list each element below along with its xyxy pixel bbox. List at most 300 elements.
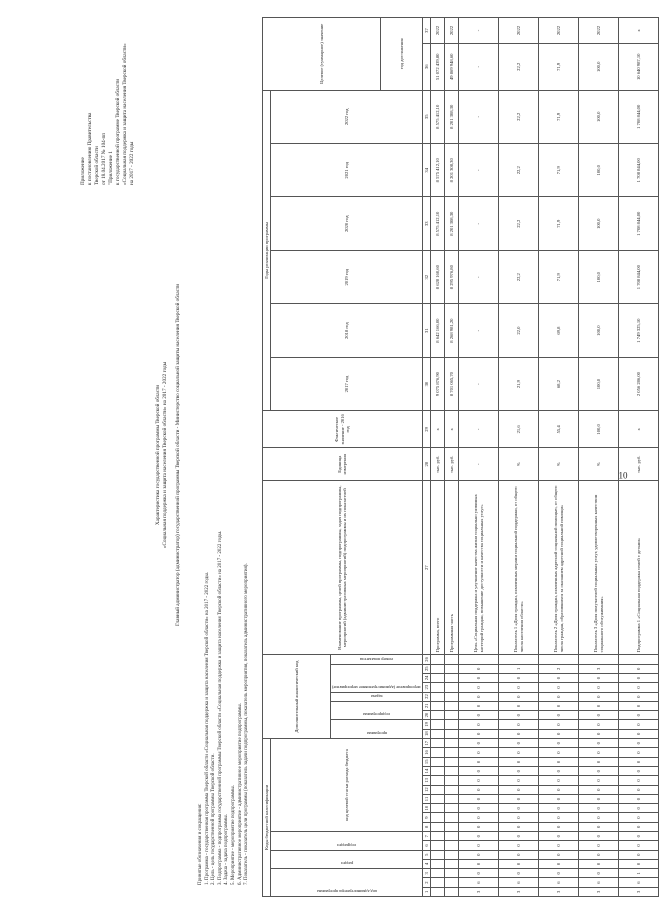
code-cell (445, 683, 459, 692)
code-cell: 0 (499, 738, 539, 748)
code-cell: 0 (459, 832, 499, 841)
classifier-header: Дополнительный аналитический код (263, 655, 331, 739)
title-line: Характеристика государственной программы Тверской области (155, 384, 161, 526)
years-group-header: Годы реализации программы (263, 90, 271, 411)
code-cell (431, 822, 445, 831)
note-line: Принятые обозначения и сокращения: (198, 803, 203, 885)
row-target: - (459, 44, 499, 90)
column-number-cell: 26 (422, 655, 430, 664)
unit-header: Единица измерения (263, 448, 423, 481)
target-article-header: код целевой статьи расхода бюджета (271, 738, 422, 831)
code-cell: 0 (539, 785, 579, 794)
appendix-line: к государственной программе Тверской области (115, 78, 121, 185)
column-number-cell: 27 (422, 481, 430, 655)
code-cell: 0 (579, 720, 619, 729)
row-fact: - (459, 411, 499, 448)
code-cell (431, 767, 445, 776)
row-year-value: - (459, 250, 499, 303)
code-cell: 0 (579, 748, 619, 757)
code-cell (431, 738, 445, 748)
row-year-value: 1 749 325,10 (619, 304, 659, 357)
row-unit: % (579, 448, 619, 481)
row-year-value: 22,2 (499, 250, 539, 303)
code-cell: 0 (459, 692, 499, 701)
row-year-value: 71,9 (539, 197, 579, 250)
code-cell: 0 (459, 776, 499, 785)
code-cell: 0 (499, 804, 539, 813)
code-cell: 0 (459, 813, 499, 822)
year-2018-header: 2018 год (271, 304, 422, 357)
year-2019-header: 2019 год (271, 250, 422, 303)
code-cell: 0 (539, 692, 579, 701)
appendix-line: Приложение (80, 157, 86, 185)
page-number: 10 (618, 470, 628, 481)
code-cell (431, 869, 445, 878)
code-cell (445, 655, 459, 664)
code-cell: 0 (539, 804, 579, 813)
code-cell: 0 (459, 748, 499, 757)
code-cell: 0 (459, 673, 499, 682)
code-cell: 0 (499, 757, 539, 766)
row-fact: 55,4 (539, 411, 579, 448)
code-cell: 3 (579, 887, 619, 896)
code-cell: 0 (579, 850, 619, 859)
document-titles (155, 125, 182, 785)
code-cell: 0 (579, 785, 619, 794)
code-cell: 0 (459, 794, 499, 803)
code-cell: 0 (619, 859, 659, 868)
row-year-value: 71,9 (539, 90, 579, 144)
code-cell (445, 832, 459, 841)
code-cell (431, 664, 445, 673)
indicator-number-header: номер показателя (331, 655, 422, 664)
row-year-value: 71,9 (539, 250, 579, 303)
code-cell: 0 (459, 720, 499, 729)
code-cell (431, 841, 445, 850)
code-cell: 6 (459, 878, 499, 887)
code-cell: 6 (579, 878, 619, 887)
row-year-value: - (459, 197, 499, 250)
row-target-year: 2022 (445, 18, 459, 44)
row-target: 100,0 (579, 44, 619, 90)
row-year-value: 1 708 844,00 (619, 90, 659, 144)
code-cell (431, 813, 445, 822)
column-number-cell: 5 (422, 850, 430, 859)
row-target-year: х (619, 18, 659, 44)
table-body (431, 18, 659, 897)
code-cell (431, 701, 445, 710)
code-cell (431, 729, 445, 738)
column-number-cell: 36 (422, 44, 430, 90)
appendix-line: к постановлению Правительства (87, 112, 93, 185)
column-number-cell: 3 (422, 869, 430, 878)
code-cell: 0 (459, 711, 499, 720)
code-cell: 0 (459, 859, 499, 868)
code-cell: 0 (539, 832, 579, 841)
code-cell: 0 (619, 711, 659, 720)
column-number-cell: 18 (422, 729, 430, 738)
code-cell (445, 748, 459, 757)
code-cell: 0 (459, 729, 499, 738)
code-cell: 0 (619, 720, 659, 729)
code-cell: 0 (539, 729, 579, 738)
row-year-value: - (459, 357, 499, 410)
code-cell: 0 (499, 785, 539, 794)
code-cell (431, 711, 445, 720)
row-name: Показатель 1 «Доля граждан, охваченных мерами социальной поддержки, от общего числа населения области» (499, 481, 539, 655)
year-2022-header: 2022 год (271, 90, 422, 144)
code-cell (445, 701, 459, 710)
row-name: Программа, всего (431, 481, 445, 655)
code-cell (445, 794, 459, 803)
row-year-value: - (459, 304, 499, 357)
column-number-cell: 13 (422, 776, 430, 785)
row-name: Показатель 3 «Доля получателей социальных услуг, удовлетворенных качеством социального обслуживания» (579, 481, 619, 655)
row-fact: х (445, 411, 459, 448)
code-cell: 0 (539, 813, 579, 822)
column-number-row (422, 18, 430, 897)
code-cell (445, 822, 459, 831)
code-cell: 0 (579, 776, 619, 785)
code-cell: 1 (619, 869, 659, 878)
code-cell: 0 (539, 738, 579, 748)
note-line: 5. Мероприятие - мероприятие подпрограммы. (230, 785, 236, 885)
code-cell: 0 (619, 841, 659, 850)
code-cell: 0 (459, 757, 499, 766)
row-target: 49 869 948,60 (445, 44, 459, 90)
column-number-cell: 29 (422, 411, 430, 448)
code-cell: 0 (579, 738, 619, 748)
code-cell: 0 (619, 664, 659, 673)
code-cell: 0 (499, 711, 539, 720)
row-year-value: 100,0 (579, 144, 619, 197)
code-cell: 0 (619, 785, 659, 794)
row-year-value: 71,9 (539, 144, 579, 197)
code-cell (499, 655, 539, 664)
name-header: Наименование программы, целей программы, подпрограммы, задач подпрограммы, мероприятий (административных мероприятий) подпрограммы и их показателей (263, 481, 423, 655)
row-year-value: 100,0 (579, 197, 619, 250)
code-cell: 0 (459, 841, 499, 850)
code-cell: 0 (579, 701, 619, 710)
row-target-year: 2022 (579, 18, 619, 44)
code-cell: 6 (619, 878, 659, 887)
code-cell (445, 738, 459, 748)
row-year-value: 22,2 (499, 90, 539, 144)
code-cell: 0 (499, 794, 539, 803)
code-cell: 0 (619, 673, 659, 682)
code-cell (445, 720, 459, 729)
code-cell: 0 (579, 794, 619, 803)
event-header: мероприятие (административное мероприятие) (331, 664, 422, 692)
row-year-value: 22,2 (499, 144, 539, 197)
appendix-line: на 2017 - 2022 годы (129, 141, 135, 185)
code-cell (431, 720, 445, 729)
code-cell (431, 832, 445, 841)
code-cell (431, 776, 445, 785)
row-year-value: 8 201 308,30 (445, 144, 459, 197)
code-cell: 2 (539, 664, 579, 673)
code-cell: 0 (499, 859, 539, 868)
column-number-cell: 30 (422, 357, 430, 410)
column-number-cell: 7 (422, 832, 430, 841)
code-cell (445, 692, 459, 701)
code-cell: 0 (539, 701, 579, 710)
code-cell: 0 (539, 757, 579, 766)
code-cell: 0 (499, 729, 539, 738)
code-cell: 0 (499, 701, 539, 710)
code-cell: 0 (539, 869, 579, 878)
code-cell (431, 804, 445, 813)
code-cell: 0 (539, 794, 579, 803)
razdel-header: раздел (271, 850, 422, 869)
code-cell: 3 (539, 887, 579, 896)
subprogram-header: подпрограмма (331, 701, 422, 720)
row-year-value: 8 575 412,10 (431, 144, 445, 197)
code-cell (431, 683, 445, 692)
row-target-year: 2022 (539, 18, 579, 44)
row-year-value: 8 268 981,20 (445, 304, 459, 357)
row-target: 10 640 987,10 (619, 44, 659, 90)
code-cell: 1 (499, 664, 539, 673)
code-cell: 0 (619, 729, 659, 738)
row-unit: % (499, 448, 539, 481)
row-year-value: 8 575 412,10 (431, 90, 445, 144)
code-cell: 0 (539, 822, 579, 831)
code-cell: 6 (499, 878, 539, 887)
code-cell: 0 (499, 767, 539, 776)
column-number-cell: 4 (422, 859, 430, 868)
code-cell: 3 (459, 887, 499, 896)
row-year-value: 1 708 844,00 (619, 144, 659, 197)
code-cell: 3 (499, 887, 539, 896)
code-cell (431, 859, 445, 868)
code-cell: 0 (579, 804, 619, 813)
code-cell (459, 655, 499, 664)
appendix-line: «Социальная поддержка и защита населения Тверской области» (122, 43, 128, 185)
code-cell: 0 (619, 692, 659, 701)
column-number-cell: 21 (422, 701, 430, 710)
row-year-value: - (459, 90, 499, 144)
row-year-value: 22,2 (499, 197, 539, 250)
column-number-cell: 9 (422, 813, 430, 822)
row-year-value: 8 642 166,00 (431, 304, 445, 357)
note-line: 2. Цель - цель государственной программы Тверской области. (211, 753, 217, 885)
code-cell: 0 (619, 850, 659, 859)
note-line: 3. Подпрограмма - подпрограмма государственной программы Тверской области «Социальная поддержка и защита населения Тверской области» на 2017 - 2022 годы. (217, 530, 223, 885)
code-cell: 0 (499, 692, 539, 701)
code-cell (579, 655, 619, 664)
row-target: 71,9 (539, 44, 579, 90)
column-number-cell: 23 (422, 683, 430, 692)
code-cell: 0 (459, 664, 499, 673)
code-cell (445, 813, 459, 822)
row-unit: % (539, 448, 579, 481)
target-header: Целевое (суммарное) значение (263, 18, 381, 91)
code-cell: 0 (499, 813, 539, 822)
row-fact: х (431, 411, 445, 448)
appendix-line: от 18.04.2017 № 104-пп (101, 132, 107, 185)
code-cell: 0 (579, 841, 619, 850)
title-line: «Социальная поддержка и защита населения Тверской области» на 2017 - 2022 годы (162, 361, 168, 549)
row-year-value: 8 575 412,10 (431, 197, 445, 250)
year-2017-header: 2017 год (271, 357, 422, 410)
row-target: 22,2 (499, 44, 539, 90)
code-cell: 0 (619, 683, 659, 692)
row-year-value: 22,0 (499, 304, 539, 357)
code-cell: 0 (539, 841, 579, 850)
column-number-cell: 35 (422, 90, 430, 144)
column-number-cell: 33 (422, 197, 430, 250)
row-name: Цель «Социальная поддержка и улучшение качества жизни социально уязвимых категорий граждан, повышение доступности и качества социальных услуг» (459, 481, 499, 655)
code-cell: 0 (459, 683, 499, 692)
abbreviations-notes (198, 465, 251, 885)
code-cell: 0 (459, 804, 499, 813)
row-unit: тыс. руб. (619, 448, 659, 481)
column-number-cell: 24 (422, 673, 430, 682)
note-line: 4. Задача - задача подпрограммы. (224, 814, 230, 885)
row-unit: тыс. руб. (445, 448, 459, 481)
title-line: Главный администратор (администратор) государственной программы Тверской области - Министерство социальной защиты населения Тверской области (175, 283, 181, 627)
code-cell: 6 (539, 878, 579, 887)
program-characteristics-table (262, 17, 659, 897)
task-header: задача (331, 692, 422, 701)
code-cell: 0 (499, 673, 539, 682)
code-cell: 0 (499, 720, 539, 729)
column-number-cell: 37 (422, 18, 430, 44)
column-number-cell: 2 (422, 878, 430, 887)
code-cell: 0 (619, 776, 659, 785)
code-cell (445, 804, 459, 813)
row-year-value: 8 701 065,70 (445, 357, 459, 410)
code-cell: 0 (619, 804, 659, 813)
code-cell (445, 878, 459, 887)
code-cell: 0 (579, 813, 619, 822)
appendix-line: Тверской области (94, 146, 100, 185)
column-number-cell: 31 (422, 304, 430, 357)
row-fact: х (619, 411, 659, 448)
column-number-cell: 34 (422, 144, 430, 197)
code-cell (445, 776, 459, 785)
code-cell: 0 (539, 859, 579, 868)
column-number-cell: 25 (422, 664, 430, 673)
code-cell: 0 (579, 729, 619, 738)
code-cell: 0 (539, 683, 579, 692)
table-row (539, 18, 579, 897)
code-cell: 0 (579, 869, 619, 878)
code-cell (431, 850, 445, 859)
row-fact: 100,0 (579, 411, 619, 448)
row-unit: - (459, 448, 499, 481)
column-number-cell: 28 (422, 448, 430, 481)
code-cell: 0 (459, 850, 499, 859)
table-row (459, 18, 499, 897)
program-header: программа (331, 720, 422, 739)
code-cell: 0 (539, 720, 579, 729)
code-cell (445, 673, 459, 682)
row-target-year: 2022 (431, 18, 445, 44)
code-cell (431, 655, 445, 664)
code-cell: 0 (579, 692, 619, 701)
code-cell: 0 (619, 757, 659, 766)
code-cell (445, 850, 459, 859)
code-cell (445, 785, 459, 794)
code-cell: 0 (459, 701, 499, 710)
code-cell: 0 (499, 850, 539, 859)
code-cell: 0 (459, 738, 499, 748)
column-number-cell: 32 (422, 250, 430, 303)
column-number-cell: 17 (422, 738, 430, 748)
code-cell (431, 878, 445, 887)
column-number-cell: 11 (422, 794, 430, 803)
code-cell: 0 (579, 822, 619, 831)
code-cell: 0 (499, 832, 539, 841)
row-target-year: 2022 (499, 18, 539, 44)
note-line: 6. Административное мероприятие - административное мероприятие подпрограммы. (237, 703, 243, 885)
code-cell: 0 (539, 767, 579, 776)
code-cell: 0 (579, 673, 619, 682)
code-cell (445, 887, 459, 896)
row-year-value: 1 708 844,00 (619, 197, 659, 250)
code-cell: 3 (619, 887, 659, 896)
code-cell: 0 (619, 822, 659, 831)
row-year-value: 8 295 976,80 (445, 250, 459, 303)
column-number-cell: 19 (422, 720, 430, 729)
code-cell (619, 655, 659, 664)
row-year-value: 69,8 (539, 304, 579, 357)
code-cell (445, 767, 459, 776)
code-cell (445, 757, 459, 766)
column-number-cell: 8 (422, 822, 430, 831)
code-cell (445, 869, 459, 878)
code-cell: 0 (459, 869, 499, 878)
row-target-year: - (459, 18, 499, 44)
code-cell: 3 (579, 664, 619, 673)
appendix-block (80, 15, 136, 185)
code-cell: 0 (579, 757, 619, 766)
row-year-value: 68,2 (539, 357, 579, 410)
code-cell (431, 757, 445, 766)
table-row (619, 18, 659, 897)
note-line: 1. Программа - государственная программа Тверской области «Социальная поддержка и защита населения Тверской области» на 2017 - 2022 годы. (204, 572, 210, 885)
column-number-cell: 10 (422, 804, 430, 813)
column-number-cell: 1 (422, 887, 430, 896)
code-cell (431, 794, 445, 803)
code-cell: 0 (579, 767, 619, 776)
code-cell: 0 (499, 822, 539, 831)
code-cell: 0 (459, 767, 499, 776)
code-cell (431, 748, 445, 757)
code-cell: 0 (499, 748, 539, 757)
code-cell: 0 (499, 776, 539, 785)
code-cell: 0 (459, 785, 499, 794)
code-cell: 0 (539, 748, 579, 757)
code-cell: 0 (579, 711, 619, 720)
code-cell: 0 (619, 738, 659, 748)
row-year-value: 8 628 160,60 (431, 250, 445, 303)
code-cell (431, 692, 445, 701)
code-cell: 0 (619, 767, 659, 776)
row-name: Показатель 2 «Доля граждан, охваченных адресной социальной помощью, от общего числа граждан, обратившихся за оказанием адресной социальной помощи» (539, 481, 579, 655)
appendix-line: "Приложение 1 (108, 151, 114, 185)
row-year-value: 8 201 308,30 (445, 197, 459, 250)
code-cell: 0 (499, 683, 539, 692)
column-number-cell: 12 (422, 785, 430, 794)
code-cell (539, 655, 579, 664)
code-group-header: Коды бюджетной классификации (263, 738, 271, 896)
code-cell (445, 841, 459, 850)
row-year-value: 100,0 (579, 90, 619, 144)
column-number-cell: 16 (422, 748, 430, 757)
